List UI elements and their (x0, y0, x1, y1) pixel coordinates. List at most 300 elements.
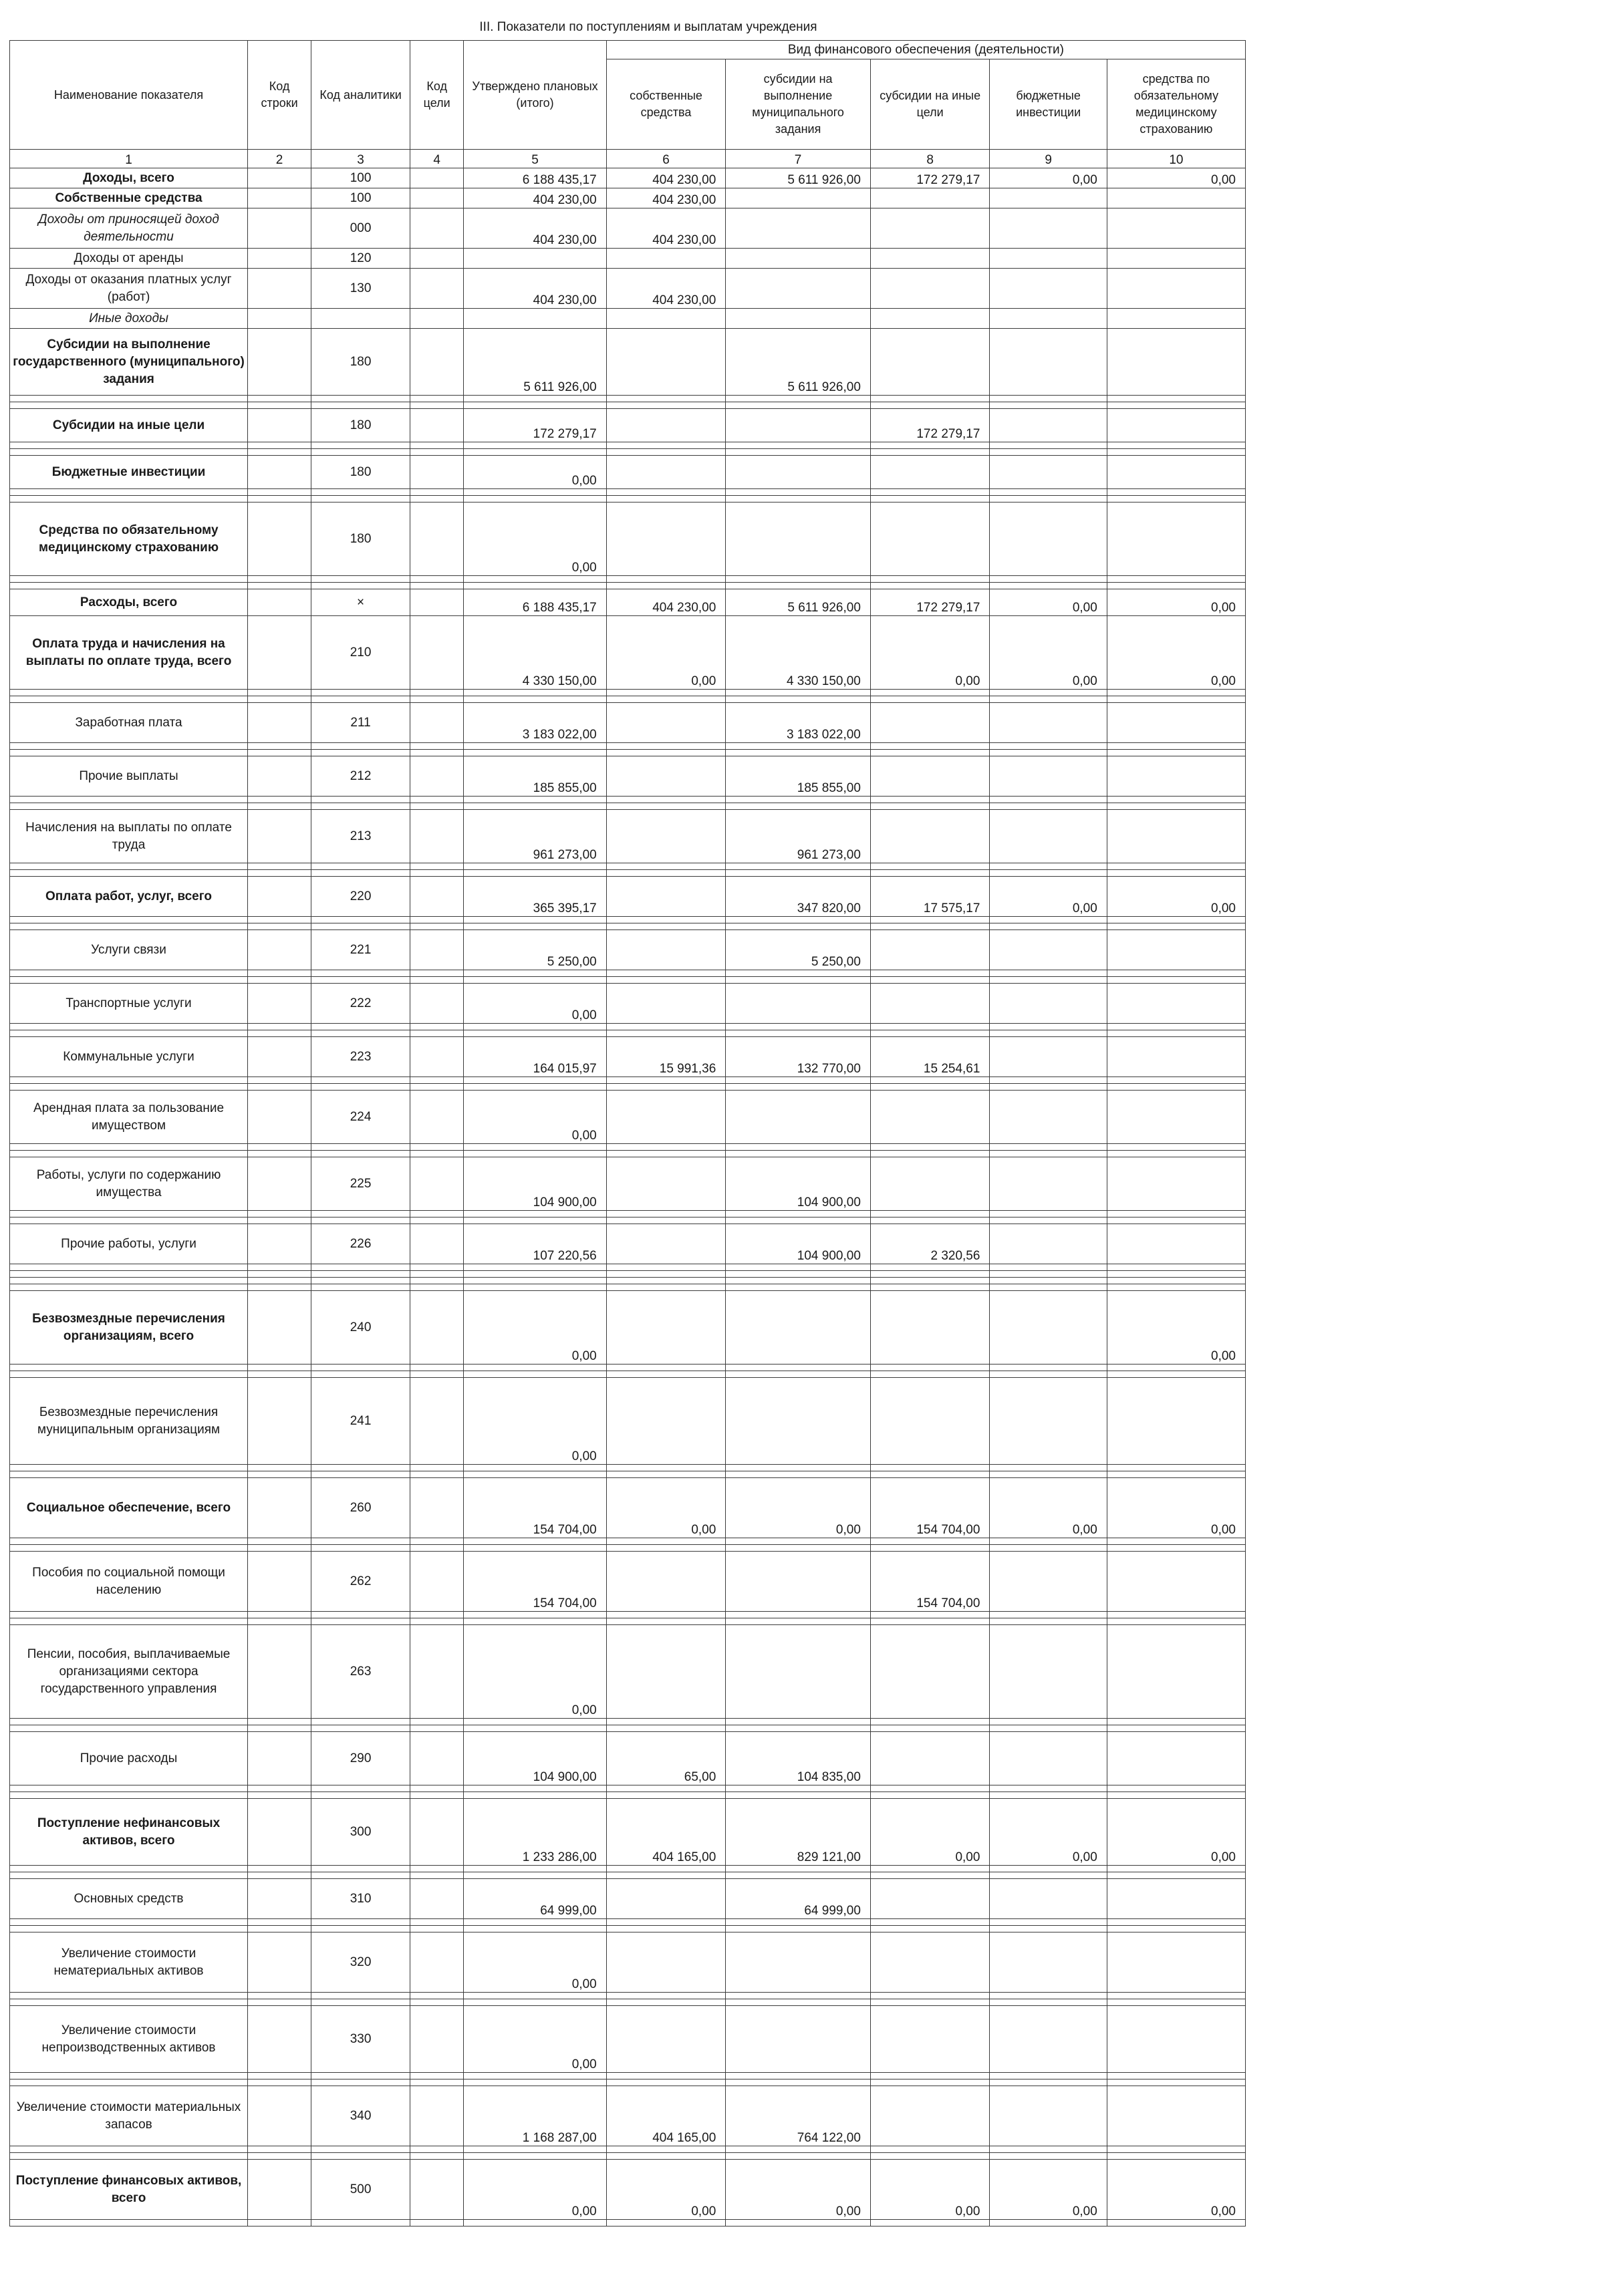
investments-amount: 0,00 (990, 2160, 1107, 2220)
empty-cell (464, 797, 606, 803)
analytic-code: 290 (311, 1732, 410, 1785)
goal-code-cell (410, 2086, 464, 2146)
empty-cell (990, 496, 1107, 503)
subsidy-other-amount (870, 1732, 990, 1785)
empty-cell (410, 797, 464, 803)
indicator-name: Услуги связи (10, 930, 248, 970)
empty-cell (1107, 1725, 1245, 1732)
empty-cell (726, 2073, 871, 2079)
empty-cell (1107, 750, 1245, 756)
subsidy-other-amount: 154 704,00 (870, 1478, 990, 1538)
own-funds-amount (606, 1291, 726, 1365)
approved-amount: 5 611 926,00 (464, 329, 606, 396)
empty-cell (464, 750, 606, 756)
oms-amount: 0,00 (1107, 877, 1245, 917)
analytic-code: 212 (311, 756, 410, 797)
empty-cell (990, 1151, 1107, 1157)
empty-cell (464, 1371, 606, 1378)
empty-cell (410, 1030, 464, 1037)
empty-cell (990, 2079, 1107, 2086)
oms-amount (1107, 930, 1245, 970)
empty-cell (990, 1612, 1107, 1618)
column-number: 2 (248, 150, 311, 168)
own-funds-amount: 404 230,00 (606, 208, 726, 249)
subsidy-task-amount (726, 1625, 871, 1719)
analytic-code: 180 (311, 409, 410, 442)
empty-cell (1107, 1471, 1245, 1478)
empty-cell (726, 449, 871, 456)
empty-cell (410, 2073, 464, 2079)
empty-cell (726, 863, 871, 870)
empty-cell (464, 2079, 606, 2086)
investments-amount: 0,00 (990, 616, 1107, 690)
own-funds-amount (606, 756, 726, 797)
empty-cell (606, 743, 726, 750)
empty-cell (870, 970, 990, 977)
row-code-cell (248, 2160, 311, 2220)
empty-cell (870, 1271, 990, 1278)
empty-cell (311, 1545, 410, 1552)
empty-cell (10, 1084, 248, 1091)
analytic-code: 213 (311, 810, 410, 863)
spacer-row (10, 1151, 1246, 1157)
empty-cell (606, 402, 726, 409)
analytic-code: 180 (311, 456, 410, 489)
goal-code-cell (410, 168, 464, 188)
empty-cell (870, 1084, 990, 1091)
approved-amount: 5 250,00 (464, 930, 606, 970)
oms-amount (1107, 1879, 1245, 1919)
empty-cell (464, 1284, 606, 1291)
empty-cell (248, 1271, 311, 1278)
subsidy-other-amount (870, 249, 990, 269)
subsidy-other-amount: 154 704,00 (870, 1552, 990, 1612)
empty-cell (726, 1785, 871, 1792)
own-funds-amount: 404 165,00 (606, 1799, 726, 1866)
empty-cell (410, 1144, 464, 1151)
subsidy-other-amount: 2 320,56 (870, 1224, 990, 1264)
empty-cell (726, 1144, 871, 1151)
goal-code-cell (410, 1378, 464, 1465)
empty-cell (311, 1725, 410, 1732)
empty-cell (464, 1077, 606, 1084)
empty-cell (606, 977, 726, 984)
empty-cell (870, 496, 990, 503)
subsidy-task-amount: 104 900,00 (726, 1224, 871, 1264)
empty-cell (726, 1151, 871, 1157)
empty-cell (870, 1618, 990, 1625)
investments-amount (990, 2086, 1107, 2146)
table-row (10, 756, 1246, 797)
empty-cell (311, 1024, 410, 1030)
empty-cell (248, 1144, 311, 1151)
approved-amount: 404 230,00 (464, 269, 606, 309)
empty-cell (410, 1465, 464, 1471)
column-number: 10 (1107, 150, 1245, 168)
empty-cell (870, 1144, 990, 1151)
header-row-code: Код строки (248, 41, 311, 150)
empty-cell (726, 1271, 871, 1278)
own-funds-amount: 404 230,00 (606, 269, 726, 309)
empty-cell (10, 1719, 248, 1725)
empty-cell (464, 1919, 606, 1926)
empty-cell (870, 1217, 990, 1224)
empty-cell (606, 1211, 726, 1217)
oms-amount (1107, 756, 1245, 797)
empty-cell (311, 1993, 410, 1999)
spacer-row (10, 583, 1246, 589)
empty-cell (870, 1077, 990, 1084)
empty-cell (311, 489, 410, 496)
empty-cell (726, 489, 871, 496)
subsidy-task-amount (726, 1932, 871, 1993)
empty-cell (870, 750, 990, 756)
empty-cell (464, 1719, 606, 1725)
oms-amount (1107, 1378, 1245, 1465)
spacer-row (10, 803, 1246, 810)
empty-cell (410, 583, 464, 589)
own-funds-amount: 404 165,00 (606, 2086, 726, 2146)
empty-cell (10, 1024, 248, 1030)
empty-cell (311, 1465, 410, 1471)
spacer-row (10, 1792, 1246, 1799)
empty-cell (410, 1618, 464, 1625)
empty-cell (464, 396, 606, 402)
subsidy-task-amount: 5 611 926,00 (726, 589, 871, 616)
empty-cell (726, 1284, 871, 1291)
analytic-code: 262 (311, 1552, 410, 1612)
own-funds-amount (606, 329, 726, 396)
investments-amount (990, 1625, 1107, 1719)
empty-cell (870, 2079, 990, 2086)
analytic-code: 100 (311, 168, 410, 188)
empty-cell (464, 1792, 606, 1799)
row-code-cell (248, 877, 311, 917)
spacer-row (10, 2079, 1246, 2086)
empty-cell (1107, 1872, 1245, 1879)
own-funds-amount (606, 456, 726, 489)
row-code-cell (248, 208, 311, 249)
empty-cell (248, 583, 311, 589)
empty-cell (606, 496, 726, 503)
empty-cell (410, 923, 464, 930)
analytic-code: 240 (311, 1291, 410, 1365)
empty-cell (870, 576, 990, 583)
empty-cell (1107, 1371, 1245, 1378)
row-code-cell (248, 1478, 311, 1538)
approved-amount: 0,00 (464, 503, 606, 576)
subsidy-task-amount: 185 855,00 (726, 756, 871, 797)
empty-cell (410, 1278, 464, 1284)
empty-cell (248, 2146, 311, 2153)
empty-cell (606, 1612, 726, 1618)
empty-cell (248, 489, 311, 496)
empty-cell (10, 1278, 248, 1284)
analytic-code: 300 (311, 1799, 410, 1866)
empty-cell (606, 1024, 726, 1030)
investments-amount: 0,00 (990, 877, 1107, 917)
row-code-cell (248, 1552, 311, 1612)
empty-cell (464, 1785, 606, 1792)
indicator-name: Поступление финансовых активов, всего (10, 2160, 248, 2220)
empty-cell (606, 442, 726, 449)
empty-cell (606, 1030, 726, 1037)
indicator-name: Оплата труда и начисления на выплаты по оплате труда, всего (10, 616, 248, 690)
empty-cell (1107, 1211, 1245, 1217)
subsidy-other-amount (870, 188, 990, 208)
empty-cell (1107, 1792, 1245, 1799)
empty-cell (464, 583, 606, 589)
spacer-row (10, 1618, 1246, 1625)
subsidy-task-amount (726, 984, 871, 1024)
oms-amount: 0,00 (1107, 2160, 1245, 2220)
empty-cell (990, 1866, 1107, 1872)
empty-cell (990, 803, 1107, 810)
empty-cell (606, 1144, 726, 1151)
empty-cell (248, 402, 311, 409)
own-funds-amount (606, 1625, 726, 1719)
empty-cell (606, 750, 726, 756)
subsidy-other-amount (870, 1879, 990, 1919)
empty-cell (410, 1284, 464, 1291)
empty-cell (606, 797, 726, 803)
empty-cell (606, 1785, 726, 1792)
empty-cell (606, 1371, 726, 1378)
investments-amount: 0,00 (990, 589, 1107, 616)
empty-cell (10, 803, 248, 810)
goal-code-cell (410, 503, 464, 576)
row-code-cell (248, 703, 311, 743)
empty-cell (726, 496, 871, 503)
empty-cell (606, 2153, 726, 2160)
subsidy-other-amount: 172 279,17 (870, 409, 990, 442)
empty-cell (870, 489, 990, 496)
column-number: 7 (726, 150, 871, 168)
analytic-code: 223 (311, 1037, 410, 1077)
approved-amount: 1 168 287,00 (464, 2086, 606, 2146)
empty-cell (10, 402, 248, 409)
approved-amount: 104 900,00 (464, 1732, 606, 1785)
own-funds-amount (606, 877, 726, 917)
empty-cell (606, 1465, 726, 1471)
empty-cell (248, 797, 311, 803)
subsidy-other-amount (870, 984, 990, 1024)
empty-cell (248, 1618, 311, 1625)
oms-amount (1107, 984, 1245, 1024)
empty-cell (1107, 797, 1245, 803)
empty-cell (248, 1545, 311, 1552)
analytic-code: 330 (311, 2006, 410, 2073)
goal-code-cell (410, 269, 464, 309)
investments-amount (990, 1732, 1107, 1785)
goal-code-cell (410, 616, 464, 690)
spacer-row (10, 1785, 1246, 1792)
empty-cell (410, 1872, 464, 1879)
empty-cell (1107, 1866, 1245, 1872)
empty-cell (870, 1538, 990, 1545)
empty-cell (870, 1612, 990, 1618)
subsidy-task-amount: 0,00 (726, 2160, 871, 2220)
empty-cell (10, 1999, 248, 2006)
empty-cell (726, 970, 871, 977)
own-funds-amount (606, 503, 726, 576)
empty-cell (726, 1538, 871, 1545)
empty-cell (410, 1785, 464, 1792)
own-funds-amount: 0,00 (606, 616, 726, 690)
empty-cell (870, 1999, 990, 2006)
empty-cell (1107, 1538, 1245, 1545)
empty-cell (1107, 743, 1245, 750)
empty-cell (464, 743, 606, 750)
subsidy-other-amount (870, 2086, 990, 2146)
empty-cell (248, 1792, 311, 1799)
empty-cell (990, 396, 1107, 402)
empty-cell (410, 1999, 464, 2006)
empty-cell (311, 396, 410, 402)
row-code-cell (248, 1037, 311, 1077)
subsidy-task-amount (726, 1091, 871, 1144)
empty-cell (410, 489, 464, 496)
subsidy-other-amount (870, 1932, 990, 1993)
empty-cell (410, 2153, 464, 2160)
table-row (10, 2160, 1246, 2220)
subsidy-other-amount (870, 810, 990, 863)
goal-code-cell (410, 703, 464, 743)
subsidy-task-amount (726, 456, 871, 489)
empty-cell (870, 1545, 990, 1552)
spacer-row (10, 1024, 1246, 1030)
subsidy-task-amount (726, 1291, 871, 1365)
empty-cell (464, 489, 606, 496)
empty-cell (248, 1465, 311, 1471)
subsidy-other-amount (870, 930, 990, 970)
empty-cell (10, 1151, 248, 1157)
approved-amount: 0,00 (464, 984, 606, 1024)
empty-cell (10, 870, 248, 877)
empty-cell (10, 750, 248, 756)
goal-code-cell (410, 1879, 464, 1919)
spacer-row (10, 402, 1246, 409)
investments-amount (990, 208, 1107, 249)
subsidy-task-amount (726, 208, 871, 249)
spacer-row (10, 576, 1246, 583)
page-title: III. Показатели по поступлениям и выплатам учреждения (479, 20, 817, 34)
subsidy-other-amount (870, 1091, 990, 1144)
spacer-row (10, 2073, 1246, 2079)
own-funds-amount: 0,00 (606, 2160, 726, 2220)
approved-amount: 404 230,00 (464, 208, 606, 249)
empty-cell (870, 442, 990, 449)
subsidy-other-amount: 0,00 (870, 1799, 990, 1866)
empty-cell (1107, 1545, 1245, 1552)
spacer-row (10, 1030, 1246, 1037)
empty-cell (1107, 696, 1245, 703)
empty-cell (1107, 1612, 1245, 1618)
empty-cell (464, 1999, 606, 2006)
spacer-row (10, 1471, 1246, 1478)
indicator-name: Коммунальные услуги (10, 1037, 248, 1077)
empty-cell (464, 576, 606, 583)
table-row (10, 1291, 1246, 1365)
empty-cell (410, 743, 464, 750)
table-row (10, 1552, 1246, 1612)
empty-cell (1107, 1785, 1245, 1792)
header-name: Наименование показателя (10, 41, 248, 150)
indicator-name: Увеличение стоимости непроизводственных активов (10, 2006, 248, 2073)
spacer-row (10, 1725, 1246, 1732)
empty-cell (606, 696, 726, 703)
empty-cell (10, 1144, 248, 1151)
empty-cell (248, 1785, 311, 1792)
goal-code-cell (410, 1732, 464, 1785)
empty-cell (726, 1371, 871, 1378)
empty-cell (410, 690, 464, 696)
table-row (10, 616, 1246, 690)
empty-cell (410, 402, 464, 409)
empty-cell (464, 1084, 606, 1091)
empty-cell (410, 442, 464, 449)
empty-cell (870, 2153, 990, 2160)
empty-cell (726, 803, 871, 810)
empty-cell (10, 1919, 248, 1926)
row-code-cell (248, 1291, 311, 1365)
indicator-name: Доходы, всего (10, 168, 248, 188)
empty-cell (1107, 2153, 1245, 2160)
empty-cell (311, 2079, 410, 2086)
subsidy-other-amount (870, 1625, 990, 1719)
empty-cell (1107, 1084, 1245, 1091)
subsidy-other-amount: 0,00 (870, 616, 990, 690)
empty-cell (410, 1725, 464, 1732)
empty-cell (311, 449, 410, 456)
row-code-cell (248, 503, 311, 576)
empty-cell (1107, 583, 1245, 589)
empty-cell (248, 917, 311, 923)
spacer-row (10, 1545, 1246, 1552)
empty-cell (606, 1264, 726, 1271)
finance-table (9, 40, 1246, 2227)
empty-cell (990, 1365, 1107, 1371)
empty-cell (990, 1211, 1107, 1217)
empty-cell (870, 1264, 990, 1271)
approved-amount: 3 183 022,00 (464, 703, 606, 743)
table-row (10, 409, 1246, 442)
empty-cell (606, 690, 726, 696)
empty-cell (870, 1993, 990, 1999)
indicator-name: Арендная плата за пользование имуществом (10, 1091, 248, 1144)
empty-cell (990, 576, 1107, 583)
empty-cell (464, 1926, 606, 1932)
goal-code-cell (410, 810, 464, 863)
spacer-row (10, 2153, 1246, 2160)
empty-cell (606, 1719, 726, 1725)
empty-cell (10, 1785, 248, 1792)
table-row (10, 1932, 1246, 1993)
oms-amount (1107, 1552, 1245, 1612)
oms-amount: 0,00 (1107, 1799, 1245, 1866)
approved-amount: 6 188 435,17 (464, 589, 606, 616)
table-row (10, 1478, 1246, 1538)
empty-cell (870, 1284, 990, 1291)
empty-cell (870, 2146, 990, 2153)
oms-amount: 0,00 (1107, 168, 1245, 188)
row-code-cell (248, 984, 311, 1024)
empty-cell (1107, 402, 1245, 409)
spacer-row (10, 797, 1246, 803)
empty-cell (870, 402, 990, 409)
empty-cell (1107, 870, 1245, 877)
spacer-row (10, 1284, 1246, 1291)
